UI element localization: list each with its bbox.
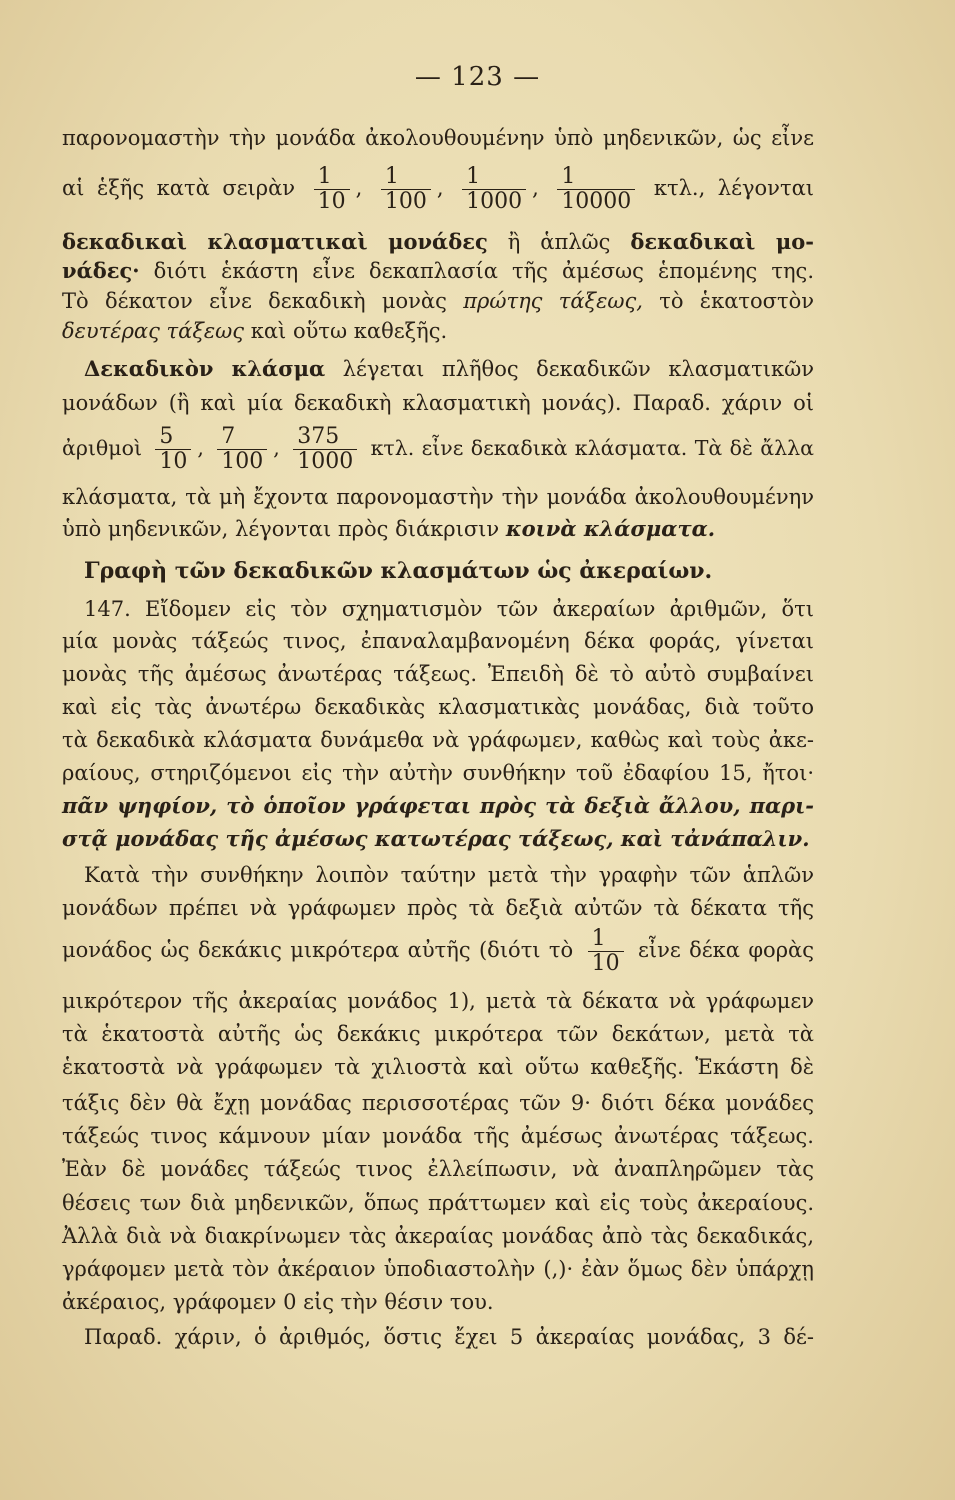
text-line: καὶ εἰς τὰς ἀνωτέρω δεκαδικὰς κλασματικὰς μονάδας, διὰ τοῦτο (62, 695, 814, 719)
text-line: μονάδων (ἢ καὶ μία δεκαδικὴ κλασματικὴ μονάς). Παραδ. χάριν οἱ (62, 391, 814, 415)
text-line: πᾶν ψηφίον, τὸ ὁποῖον γράφεται πρὸς τὰ δεξιὰ ἄλλου, παρι- (62, 793, 814, 818)
fraction: $\frac{1}{10000}$ (557, 165, 635, 214)
text-line: τάξεώς τινος κάμνουν μίαν μονάδα τῆς ἀμέσως ἀνωτέρας τάξεως. (62, 1124, 814, 1148)
fraction-tenth-line: μονάδος ὡς δεκάκις μικρότερα αὐτῆς (διότι τὸ $\frac{1}{10}$ εἶνε δέκα φορὰς (62, 926, 814, 976)
fraction-examples-line: ἀριθμοὶ $\frac{5}{10}$ , $\frac{7}{100}$ , $\frac{375}{1000}$ κτλ. εἶνε δεκαδικὰ κλάσματα. Τὰ δὲ ἄλλα (62, 424, 814, 474)
text-line: δεκαδικαὶ κλασματικαὶ μονάδες ἢ ἁπλῶς δεκαδικαὶ μο- (62, 229, 814, 254)
text-line: τάξις δὲν θὰ ἔχῃ μονάδας περισσοτέρας τῶν 9· διότι δέκα μονάδες (62, 1091, 814, 1115)
line-text: αἱ ἑξῆς κατὰ σειρὰν (62, 176, 296, 200)
text-line: κλάσματα, τὰ μὴ ἔχοντα παρονομαστὴν τὴν μονάδα ἀκολουθουμένην (62, 485, 814, 509)
text-line: Κατὰ τὴν συνθήκην λοιπὸν ταύτην μετὰ τὴν γραφὴν τῶν ἁπλῶν (84, 863, 814, 887)
fraction: $\frac{7}{100}$ (217, 425, 267, 474)
text-line: ἀκέραιος, γράφομεν 0 εἰς τὴν θέσιν του. (62, 1290, 494, 1314)
text-line: μονὰς τῆς ἀμέσως ἀνωτέρας τάξεως. Ἐπειδὴ δὲ τὸ αὐτὸ συμβαίνει (62, 662, 814, 686)
fraction: $\frac{375}{1000}$ (293, 425, 357, 474)
text-line: θέσεις των διὰ μηδενικῶν, ὅπως πράττωμεν καὶ εἰς τοὺς ἀκεραίους. (62, 1191, 814, 1215)
line-text: παρονομαστὴν τὴν μονάδα ἀκολουθουμένην ὑπὸ μηδενικῶν, ὡς εἶνε (62, 126, 814, 150)
text-line: 147. Εἴδομεν εἰς τὸν σχηματισμὸν τῶν ἀκεραίων ἀριθμῶν, ὅτι (84, 597, 814, 621)
text-line: ραίους, στηριζόμενοι εἰς τὴν αὐτὴν συνθήκην τοῦ ἐδαφίου 15, ἤτοι· (62, 761, 814, 785)
fraction: $\frac{1}{1000}$ (462, 165, 526, 214)
text-line: γράφομεν μετὰ τὸν ἀκέραιον ὑποδιαστολὴν (,)· ἐὰν ὅμως δὲν ὑπάρχῃ (62, 1257, 814, 1281)
text-line: τὰ ἑκατοστὰ αὐτῆς ὡς δεκάκις μικρότερα τῶν δεκάτων, μετὰ τὰ (62, 1022, 814, 1046)
fraction: $\frac{1}{100}$ (381, 165, 431, 214)
text-line: Ἐὰν δὲ μονάδες τάξεώς τινος ἐλλείπωσιν, νὰ ἀναπληρῶμεν τὰς (62, 1157, 814, 1181)
text-line: στᾷ μονάδας τῆς ἀμέσως κατωτέρας τάξεως, καὶ τἀνάπαλιν. (62, 826, 810, 851)
line-text: κτλ., λέγονται (653, 176, 814, 200)
text-line: Παραδ. χάριν, ὁ ἀριθμός, ὅστις ἔχει 5 ἀκεραίας μονάδας, 3 δέ- (84, 1325, 814, 1349)
text-line: τὰ δεκαδικὰ κλάσματα δυνάμεθα νὰ γράφωμεν, καθὼς καὶ τοὺς ἀκε- (62, 728, 814, 752)
text-line: ὑπὸ μηδενικῶν, λέγονται πρὸς διάκρισιν κοινὰ κλάσματα. (62, 516, 716, 541)
fraction: $\frac{1}{10}$ (588, 927, 624, 976)
text-line: μία μονὰς τάξεώς τινος, ἐπαναλαμβανομένη δέκα φοράς, γίνεται (62, 629, 814, 653)
section-heading: Γραφὴ τῶν δεκαδικῶν κλασμάτων ὡς ἀκεραίων. (84, 558, 713, 584)
text-line: Δεκαδικὸν κλάσμα λέγεται πλῆθος δεκαδικῶν κλασματικῶν (84, 356, 814, 381)
text-line: δευτέρας τάξεως καὶ οὕτω καθεξῆς. (62, 319, 448, 343)
text-line: ἑκατοστὰ νὰ γράφωμεν τὰ χιλιοστὰ καὶ οὕτω καθεξῆς. Ἑκάστη δὲ (62, 1055, 814, 1079)
fraction: $\frac{1}{10}$ (314, 165, 350, 214)
text-line: μικρότερον τῆς ἀκεραίας μονάδος 1), μετὰ τὰ δέκατα νὰ γράφωμεν (62, 989, 814, 1013)
fraction-series-line: αἱ ἑξῆς κατὰ σειρὰν $\frac{1}{10}$ , $\frac{1}{100}$ , $\frac{1}{1000}$ , $\frac{1}{10000}$ κτλ., λέγονται (62, 164, 814, 214)
text-line (62, 123, 814, 153)
text-line: νάδες· διότι ἑκάστη εἶνε δεκαπλασία τῆς ἀμέσως ἑπομένης της. (62, 258, 814, 283)
text-line: μονάδων πρέπει νὰ γράφωμεν πρὸς τὰ δεξιὰ αὐτῶν τὰ δέκατα τῆς (62, 896, 814, 920)
page-number: — 123 — (414, 62, 541, 92)
fraction: $\frac{5}{10}$ (155, 425, 191, 474)
text-line: Ἀλλὰ διὰ νὰ διακρίνωμεν τὰς ἀκεραίας μονάδας ἀπὸ τὰς δεκαδικάς, (62, 1224, 814, 1248)
text-line: Τὸ δέκατον εἶνε δεκαδικὴ μονὰς πρώτης τάξεως, τὸ ἑκατοστὸν (62, 289, 814, 313)
